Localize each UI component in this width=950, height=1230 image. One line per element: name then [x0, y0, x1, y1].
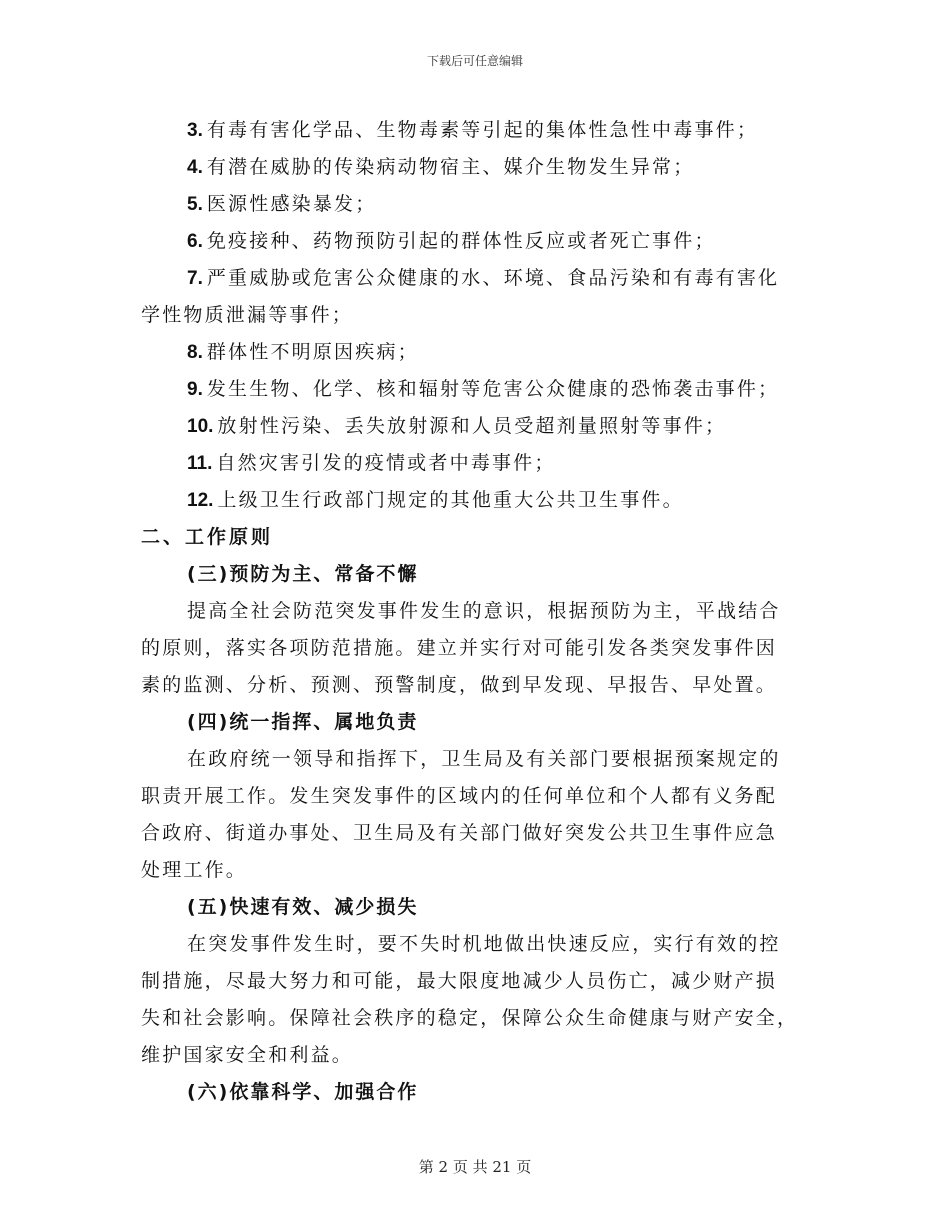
- page-header: 下载后可任意编辑: [426, 54, 523, 68]
- paragraph-line: 失和社会影响。保障社会秩序的稳定，保障公众生命健康与财产安全，: [141, 1007, 799, 1029]
- item-text: 有潜在威胁的传染病动物宿主、媒介生物发生异常；: [206, 156, 695, 178]
- item-number: 4.: [187, 157, 203, 178]
- item-number: 6.: [187, 231, 203, 252]
- paragraph-line: 合政府、街道办事处、卫生局及有关部门做好突发公共卫生事件应急: [141, 822, 778, 844]
- paragraph-line: 在政府统一领导和指挥下，卫生局及有关部门要根据预案规定的: [187, 748, 781, 770]
- paragraph-line: 处理工作。: [141, 859, 248, 881]
- paragraph-line: 的原则，落实各项防范措施。建立并实行对可能引发各类突发事件因: [141, 637, 778, 659]
- item-number: 5.: [187, 194, 203, 215]
- item-number: 11.: [187, 453, 213, 474]
- subsection-heading: (六)依靠科学、加强合作: [187, 1081, 419, 1103]
- page-footer: 第 2 页 共 21 页: [418, 1158, 532, 1176]
- item-text: 放射性污染、丢失放射源和人员受超剂量照射等事件；: [217, 415, 727, 437]
- list-item: [141, 408, 801, 445]
- paragraph-line: 维护国家安全和利益。: [141, 1044, 354, 1066]
- item-number: 7.: [187, 268, 203, 289]
- item-text: 医源性感染暴发；: [206, 193, 377, 215]
- list-item: [141, 186, 801, 223]
- list-item: [141, 445, 801, 482]
- item-number: 12.: [187, 490, 214, 511]
- item-text: 有毒有害化学品、生物毒素等引起的集体性急性中毒事件；: [206, 119, 759, 141]
- subsection-heading: (五)快速有效、减少损失: [187, 896, 419, 918]
- item-number: 8.: [187, 342, 203, 363]
- item-text: 发生生物、化学、核和辐射等危害公众健康的恐怖袭击事件；: [206, 378, 780, 400]
- paragraph-line: 提高全社会防范突发事件发生的意识，根据预防为主，平战结合: [187, 600, 781, 622]
- subsection-heading: (四)统一指挥、属地负责: [187, 711, 419, 733]
- section-heading: 二、工作原则: [141, 526, 274, 548]
- paragraph-line: 素的监测、分析、预测、预警制度，做到早发现、早报告、早处置。: [141, 674, 778, 696]
- item-number: 10.: [187, 416, 214, 437]
- list-item: [141, 371, 801, 408]
- list-item: [141, 223, 801, 260]
- paragraph-line: 职责开展工作。发生突发事件的区域内的任何单位和个人都有义务配: [141, 785, 778, 807]
- list-item: [141, 334, 801, 371]
- list-item: [141, 260, 801, 297]
- item-text: 自然灾害引发的疫情或者中毒事件；: [216, 452, 556, 474]
- item-number: 3.: [187, 120, 203, 141]
- list-item: [141, 112, 801, 149]
- subsection-heading: (三)预防为主、常备不懈: [187, 563, 419, 585]
- paragraph-line: 在突发事件发生时，要不失时机地做出快速反应，实行有效的控: [187, 933, 781, 955]
- item-text: 免疫接种、药物预防引起的群体性反应或者死亡事件；: [206, 230, 716, 252]
- list-item: [141, 482, 801, 519]
- item-text: 严重威胁或危害公众健康的水、环境、食品污染和有毒有害化: [206, 267, 780, 289]
- paragraph-line: 制措施，尽最大努力和可能，最大限度地减少人员伤亡，减少财产损: [141, 970, 778, 992]
- item-text: 群体性不明原因疾病；: [206, 341, 419, 363]
- document-body: [141, 112, 801, 1111]
- item-number: 9.: [187, 379, 203, 400]
- list-item-continuation: 学性物质泄漏等事件；: [141, 304, 354, 326]
- item-text: 上级卫生行政部门规定的其他重大公共卫生事件。: [217, 489, 684, 511]
- list-item: [141, 149, 801, 186]
